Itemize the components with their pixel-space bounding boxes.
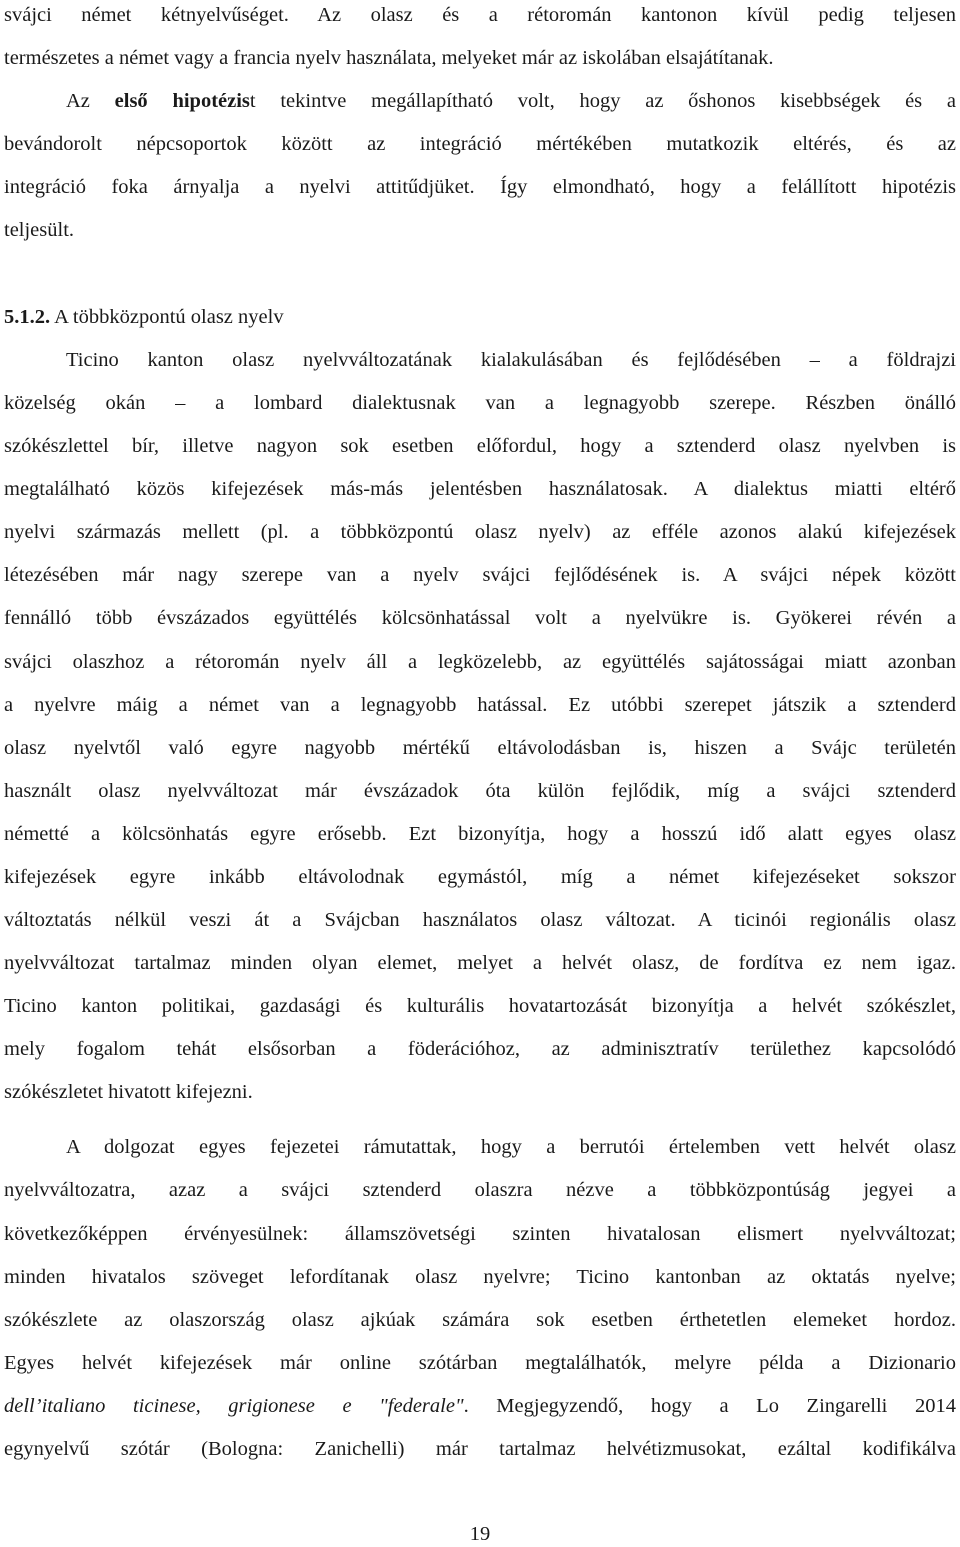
para1-line-1: svájci német kétnyelvűséget. Az olasz és a rétoromán kantonon kívül pedig teljesen — [4, 4, 956, 26]
para3-line: olasz nyelvtől való egyre nagyobb mértékű eltávolodásban is, hiszen a Svájc területén — [4, 737, 956, 759]
para3-line: használt olasz nyelvváltozat már évszázadok óta külön fejlődik, míg a svájci sztenderd — [4, 780, 956, 802]
para3-line: megtalálható közös kifejezések más-más jelentésben használatosak. A dialektus miatti eltérő — [4, 478, 956, 500]
para4-line: minden hivatalos szöveget lefordítanak olasz nyelvre; Ticino kantonban az oktatás nyelve; — [4, 1266, 956, 1288]
para3-line: létezésében már nagy szerepe van a nyelv svájci fejlődésének is. A svájci népek között — [4, 564, 956, 586]
para3-line: nyelvi származás mellett (pl. a többközpontú olasz nyelv) az efféle azonos alakú kifejezések — [4, 521, 956, 543]
para2-bold-hypothesis: hipotézis — [172, 90, 250, 112]
para3-line: közelség okán – a lombard dialektusnak van a legnagyobb szerepe. Részben önálló — [4, 392, 956, 414]
para3-line: németté a kölcsönhatás egyre erősebb. Ezt bizonyítja, hogy a hosszú idő alatt egyes olasz — [4, 823, 956, 845]
para2-line-4: teljesült. — [4, 219, 75, 241]
section-heading — [4, 304, 284, 330]
para4-line: A dolgozat egyes fejezetei rámutattak, hogy a berrutói értelemben vett helvét olasz — [66, 1136, 956, 1158]
para2-text — [148, 90, 173, 112]
dictionary-title: dell’italiano ticinese, grigionese e "federale" — [4, 1395, 464, 1417]
para2-text: t tekintve megállapítható volt, hogy az őshonos kisebbségek és a — [249, 90, 956, 112]
para3-line: szókészletet hivatott kifejezni. — [4, 1081, 253, 1103]
para4-line: szókészlete az olaszország olasz ajkúak számára sok esetben érthetetlen elemeket hordoz. — [4, 1309, 956, 1331]
para4-text: . Megjegyzendő, hogy a Lo Zingarelli 2014 — [463, 1395, 956, 1417]
para3-line: mely fogalom tehát elsősorban a föderációhoz, az adminisztratív területhez kapcsolódó — [4, 1038, 956, 1060]
para2-line-2: bevándorolt népcsoportok között az integráció mértékében mutatkozik eltérés, és az — [4, 133, 956, 155]
para3-line: fennálló több évszázados együttélés kölcsönhatással volt a nyelvükre is. Gyökerei révén a — [4, 607, 956, 629]
para4-line: Egyes helvét kifejezések már online szótárban megtalálhatók, melyre példa a Dizionario — [4, 1352, 956, 1374]
para4-line-italic — [4, 1393, 956, 1419]
section-title: A többközpontú olasz nyelv — [50, 306, 284, 328]
para3-line: kifejezések egyre inkább eltávolodnak egymástól, míg a német kifejezéseket sokszor — [4, 866, 956, 888]
para1-line-2: természetes a német vagy a francia nyelv használata, melyeket már az iskolában elsajátítanak. — [4, 47, 774, 69]
para2-text: Az — [66, 90, 115, 112]
para3-line: nyelvváltozat tartalmaz minden olyan elemet, melyet a helvét olasz, de fordítva ez nem igaz. — [4, 952, 956, 974]
para3-line: a nyelvre máig a német van a legnagyobb hatással. Ez utóbbi szerepet játszik a sztenderd — [4, 694, 956, 716]
para2-line-3: integráció foka árnyalja a nyelvi attitűdjüket. Így elmondható, hogy a felállított hipotézis — [4, 176, 956, 198]
para3-line: szókészlettel bír, illetve nagyon sok esetben előfordul, hogy a sztenderd olasz nyelvben is — [4, 435, 956, 457]
para3-line: Ticino kanton politikai, gazdasági és kulturális hovatartozását bizonyítja a helvét szókészlet, — [4, 995, 956, 1017]
para4-line: egynyelvű szótár (Bologna: Zanichelli) már tartalmaz helvétizmusokat, ezáltal kodifikálva — [4, 1438, 956, 1460]
para3-line: Ticino kanton olasz nyelvváltozatának kialakulásában és fejlődésében – a földrajzi — [66, 349, 956, 371]
page-number: 19 — [469, 1523, 491, 1545]
para3-line: svájci olaszhoz a rétoromán nyelv áll a legközelebb, az együttélés sajátosságai miatt azonban — [4, 651, 956, 673]
para2-bold-first: első — [114, 90, 148, 112]
para4-line: következőképpen érvényesülnek: államszövetségi szinten hivatalosan elismert nyelvváltozat; — [4, 1223, 956, 1245]
para2-line-1 — [66, 88, 956, 114]
section-number: 5.1.2. — [4, 306, 51, 328]
para4-line: nyelvváltozatra, azaz a svájci sztenderd olaszra nézve a többközpontúság jegyei a — [4, 1179, 956, 1201]
para3-line: változtatás nélkül veszi át a Svájcban használatos olasz változat. A ticinói regionális olasz — [4, 909, 956, 931]
